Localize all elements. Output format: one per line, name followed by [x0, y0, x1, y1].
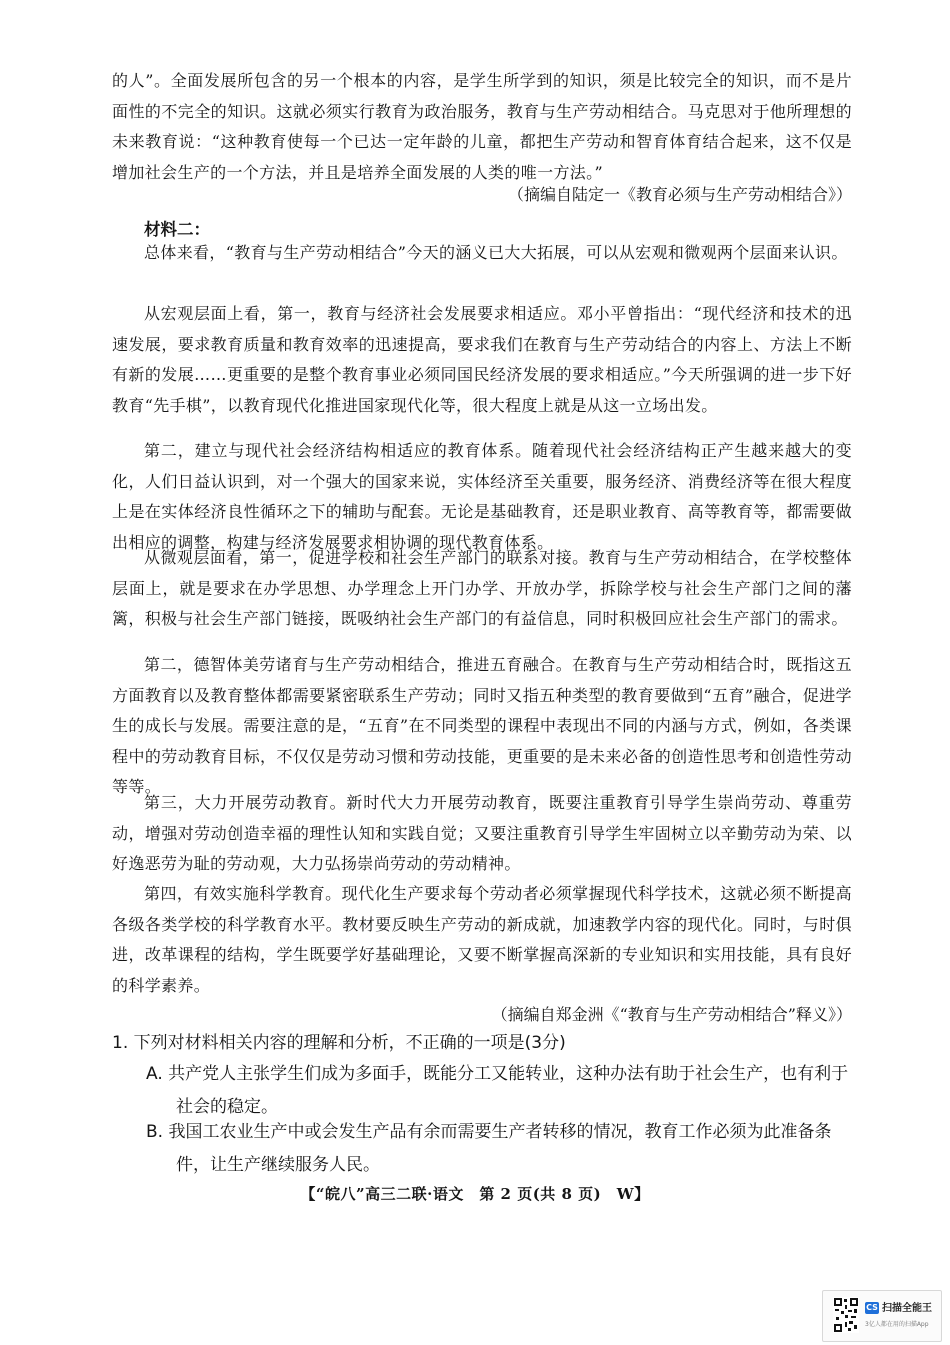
question-1-stem: 1. 下列对材料相关内容的理解和分析，不正确的一项是(3分) — [112, 1033, 566, 1053]
continuation-paragraph: 的人”。全面发展所包含的另一个根本的内容，是学生所学到的知识，须是比较完全的知识，而不是片面性的不完全的知识。这就必须实行教育为政治服务，教育与生产劳动相结合。马克思对于他所理想的未来教育说：“这种教育使每一个已达一定年龄的儿童，都把生产劳动和智育体育结合起来，这不仅是增加社会生产的一个方法，并且是培养全面发展的人类的唯一方法。” — [112, 71, 852, 182]
qr-code-icon — [833, 1297, 859, 1333]
paragraph-micro-third: 第三，大力开展劳动教育。新时代大力开展劳动教育，既要注重教育引导学生崇尚劳动、尊重劳动，增强对劳动创造幸福的理性认知和实践自觉；又要注重教育引导学生牢固树立以辛勤劳动为荣、以好逸恶劳为耻的劳动观，大力弘扬崇尚劳动的劳动精神。 — [112, 793, 852, 873]
paragraph-macro-second: 第二，建立与现代社会经济结构相适应的教育体系。随着现代社会经济结构正产生越来越大的变化，人们日益认识到，对一个强大的国家来说，实体经济至关重要，服务经济、消费经济等在很大程度上是在实体经济良性循环之下的辅助与配套。无论是基础教育，还是职业教育、高等教育等，都需要做出相应的调整，构建与经济发展要求相协调的现代教育体系。 — [112, 441, 852, 552]
source-citation-2: （摘编自郑金洲《“教育与生产劳动相结合”释义》） — [491, 1005, 852, 1024]
paragraph-micro-fourth: 第四，有效实施科学教育。现代化生产要求每个劳动者必须掌握现代科学技术，这就必须不断提高各级各类学校的科学教育水平。教材要反映生产劳动的新成就，加速教学内容的现代化。同时，与时俱进，改革课程的结构，学生既要学好基础理论，又要不断掌握高深新的专业知识和实用技能，具有良好的科学素养。 — [112, 884, 852, 995]
paragraph-micro-first: 从微观层面看，第一，促进学校和社会生产部门的联系对接。教育与生产劳动相结合，在学校整体层面上，就是要求在办学思想、办学理念上开门办学、开放办学，拆除学校与社会生产部门之间的藩篱，积极与社会生产部门链接，既吸纳社会生产部门的有益信息，同时积极回应社会生产部门的需求。 — [112, 548, 852, 628]
paragraph-micro-second: 第二，德智体美劳诸育与生产劳动相结合，推进五育融合。在教育与生产劳动相结合时，既指这五方面教育以及教育整体都需要紧密联系生产劳动；同时又指五种类型的教育要做到“五育”融合，促进学生的成长与发展。需要注意的是，“五育”在不同类型的课程中表现出不同的内涵与方式，例如，各类课程中的劳动教育目标，不仅仅是劳动习惯和劳动技能，更重要的是未来必备的创造性思考和创造性劳动等等。 — [112, 655, 852, 796]
scanner-app-name: 扫描全能王 — [882, 1303, 932, 1314]
scanner-watermark — [822, 1290, 942, 1342]
paragraph-overview: 总体来看，“教育与生产劳动相结合”今天的涵义已大大拓展，可以从宏观和微观两个层面来认识。 — [144, 243, 848, 262]
question-1-option-a: A. 共产党人主张学生们成为多面手，既能分工又能转业，这种办法有助于社会生产，也有利于社会的稳定。 — [146, 1064, 849, 1117]
material-two-heading: 材料二： — [144, 220, 210, 239]
paragraph-macro-first: 从宏观层面上看，第一，教育与经济社会发展要求相适应。邓小平曾指出：“现代经济和技术的迅速发展，要求教育质量和教育效率的迅速提高，要求我们在教育与生产劳动结合的内容上、方法上不断有新的发展……更重要的是整个教育事业必须同国民经济发展的要求相适应。”今天所强调的进一步下好教育“先手棋”，以教育现代化推进国家现代化等，很大程度上就是从这一立场出发。 — [112, 304, 852, 415]
camscanner-logo-icon: CS — [866, 1303, 878, 1312]
source-citation-1: （摘编自陆定一《教育必须与生产劳动相结合》） — [507, 185, 852, 204]
question-1-option-b: B. 我国工农业生产中或会发生产品有余而需要生产者转移的情况，教育工作必须为此准备条件，让生产继续服务人民。 — [146, 1122, 832, 1175]
page-footer: 【“皖八”高三二联·语文 第 2 页(共 8 页) W】 — [300, 1185, 650, 1203]
scanner-app-tagline: 3亿人都在用的扫描App — [865, 1321, 929, 1328]
